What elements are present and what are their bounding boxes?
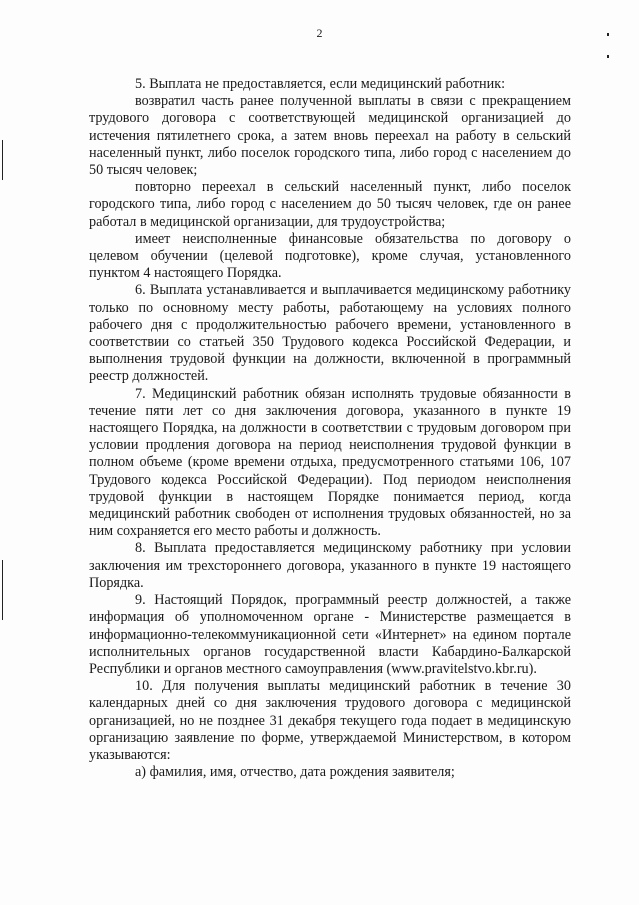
page-number: 2	[316, 26, 323, 40]
document-body	[89, 76, 571, 781]
clause-9: 9. Настоящий Порядок, программный реестр должностей, а также информация об уполномоченном органе - Министерстве размещается в информационно-телекоммуникационной сети «Интернет» на едином портале исполнительных органов государственной власти Кабардино-Балкарской Республики и органов местного самоуправления (www.pravitelstvo.kbr.ru).	[89, 592, 571, 677]
clause-8: 8. Выплата предоставляется медицинскому работнику при условии заключения им трехстороннего договора, указанного в пункте 19 настоящего Порядка.	[89, 540, 571, 591]
scan-speck	[607, 55, 609, 58]
clause-10-item-a: а) фамилия, имя, отчество, дата рождения заявителя;	[135, 764, 455, 781]
clause-7: 7. Медицинский работник обязан исполнять трудовые обязанности в течение пяти лет со дня заключения договора, указанного в пункте 19 настоящего Порядка, на должности в соответствии с трудовым договором при условии продления договора на период неисполнения трудовой функции в полном объеме (кроме времени отдыха, предусмотренного статьями 106, 107 Трудового кодекса Российской Федерации). Под периодом неисполнения трудовой функции в настоящем Порядке понимается период, когда медицинский работник свободен от исполнения трудовых обязанностей, но за ним сохраняется его место работы и должность.	[89, 385, 571, 540]
scan-edge-mark	[2, 140, 3, 180]
scan-speck	[607, 33, 609, 36]
clause-5-item-1: возвратил часть ранее полученной выплаты в связи с прекращением трудового договора с соответствующей медицинской организацией до истечения пятилетнего срока, а затем вновь переехал на работу в сельский населенный пункт, либо поселок городского типа, либо город с населением до 50 тысяч человек;	[89, 93, 571, 179]
clause-10: 10. Для получения выплаты медицинский работник в течение 30 календарных дней со дня заключения трудового договора с медицинской организацией, но не позднее 31 декабря текущего года подает в медицинскую организацию заявление по форме, утверждаемой Министерством, в котором указываются:	[89, 678, 571, 763]
clause-5-item-3: имеет неисполненные финансовые обязательства по договору о целевом обучении (целевой подготовке), кроме случая, установленного пунктом 4 настоящего Порядка.	[89, 230, 571, 282]
scan-edge-mark	[2, 560, 3, 620]
clause-5-heading: 5. Выплата не предоставляется, если медицинский работник:	[135, 76, 506, 92]
clause-5-item-2: повторно переехал в сельский населенный пункт, либо поселок городского типа, либо город с населением до 50 тысяч человек, где он ранее работал в медицинской организации, для трудоустройства;	[89, 179, 571, 230]
clause-6: 6. Выплата устанавливается и выплачивается медицинскому работнику только по основному месту работы, работающему на условиях полного рабочего дня с продолжительностью рабочего времени, установленного в соответствии со статьей 350 Трудового кодекса Российской Федерации, и выполнения трудовой функции на должности, включенной в программный реестр должностей.	[89, 282, 571, 385]
